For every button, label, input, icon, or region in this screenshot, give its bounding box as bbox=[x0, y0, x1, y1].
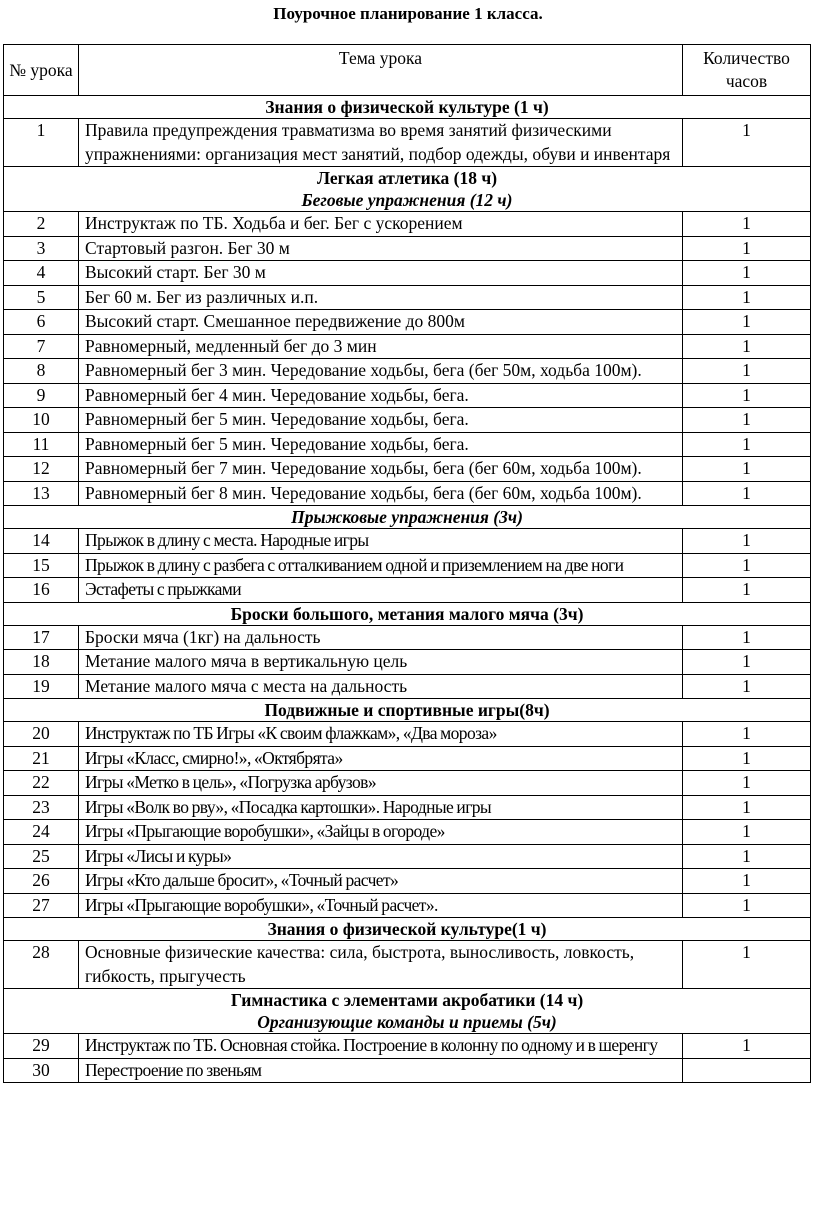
lesson-hours bbox=[683, 1058, 811, 1083]
lesson-topic: Бег 60 м. Бег из различных и.п. bbox=[79, 285, 683, 310]
table-row bbox=[4, 722, 811, 747]
lesson-topic: Игры «Класс, смирно!», «Октябрята» bbox=[79, 746, 683, 771]
section-heading bbox=[4, 96, 811, 119]
table-row bbox=[4, 650, 811, 675]
lesson-hours: 1 bbox=[683, 746, 811, 771]
lesson-number: 27 bbox=[4, 893, 79, 918]
table-row bbox=[4, 334, 811, 359]
table-row bbox=[4, 941, 811, 989]
lesson-number: 14 bbox=[4, 529, 79, 554]
section-row bbox=[4, 918, 811, 941]
lesson-topic: Игры «Прыгающие воробушки», «Зайцы в огороде» bbox=[79, 820, 683, 845]
section-heading bbox=[4, 602, 811, 625]
lesson-number: 10 bbox=[4, 408, 79, 433]
section-title: Гимнастика с элементами акробатики (14 ч) bbox=[230, 990, 584, 1010]
lesson-topic: Высокий старт. Смешанное передвижение до 800м bbox=[79, 310, 683, 335]
lesson-number: 30 bbox=[4, 1058, 79, 1083]
header-num: № урока bbox=[4, 45, 79, 96]
lesson-hours: 1 bbox=[683, 236, 811, 261]
lesson-topic: Стартовый разгон. Бег 30 м bbox=[79, 236, 683, 261]
lesson-topic: Прыжок в длину с места. Народные игры bbox=[79, 529, 683, 554]
lesson-topic: Метание малого мяча в вертикальную цель bbox=[79, 650, 683, 675]
lesson-topic: Броски мяча (1кг) на дальность bbox=[79, 625, 683, 650]
lesson-number: 16 bbox=[4, 578, 79, 603]
table-row bbox=[4, 285, 811, 310]
section-title: Легкая атлетика (18 ч) bbox=[316, 168, 498, 188]
lesson-hours: 1 bbox=[683, 650, 811, 675]
section-row bbox=[4, 96, 811, 119]
lesson-number: 2 bbox=[4, 212, 79, 237]
lesson-number: 24 bbox=[4, 820, 79, 845]
lesson-hours: 1 bbox=[683, 481, 811, 506]
lesson-hours: 1 bbox=[683, 795, 811, 820]
section-title: Броски большого, метания малого мяча (3ч) bbox=[230, 603, 584, 624]
lesson-topic: Инструктаж по ТБ. Основная стойка. Построение в колонну по одному и в шеренгу bbox=[79, 1034, 683, 1059]
table-row bbox=[4, 359, 811, 384]
table-row bbox=[4, 310, 811, 335]
lesson-topic: Инструктаж по ТБ. Ходьба и бег. Бег с ускорением bbox=[79, 212, 683, 237]
lesson-hours: 1 bbox=[683, 869, 811, 894]
lesson-number: 11 bbox=[4, 432, 79, 457]
lesson-plan-table bbox=[3, 44, 811, 1083]
lesson-topic: Высокий старт. Бег 30 м bbox=[79, 261, 683, 286]
table-row bbox=[4, 553, 811, 578]
table-row bbox=[4, 119, 811, 167]
header-topic: Тема урока bbox=[79, 45, 683, 96]
lesson-hours: 1 bbox=[683, 529, 811, 554]
lesson-topic: Игры «Лисы и куры» bbox=[79, 844, 683, 869]
lesson-hours: 1 bbox=[683, 1034, 811, 1059]
lesson-hours: 1 bbox=[683, 383, 811, 408]
section-subtitle: Прыжковые упражнения (3ч) bbox=[291, 507, 523, 527]
lesson-number: 18 bbox=[4, 650, 79, 675]
lesson-hours: 1 bbox=[683, 119, 811, 167]
lesson-number: 3 bbox=[4, 236, 79, 261]
section-subtitle: Беговые упражнения (12 ч) bbox=[301, 190, 513, 210]
section-title: Знания о физической культуре (1 ч) bbox=[265, 97, 549, 117]
lesson-topic: Игры «Волк во рву», «Посадка картошки». Народные игры bbox=[79, 795, 683, 820]
lesson-number: 23 bbox=[4, 795, 79, 820]
lesson-number: 19 bbox=[4, 674, 79, 699]
section-row bbox=[4, 699, 811, 722]
lesson-number: 22 bbox=[4, 771, 79, 796]
lesson-topic: Инструктаж по ТБ Игры «К своим флажкам», «Два мороза» bbox=[79, 722, 683, 747]
lesson-hours: 1 bbox=[683, 334, 811, 359]
section-heading bbox=[4, 989, 811, 1034]
header-hours: Количество часов bbox=[683, 45, 811, 96]
table-row bbox=[4, 432, 811, 457]
lesson-number: 29 bbox=[4, 1034, 79, 1059]
lesson-topic: Равномерный бег 5 мин. Чередование ходьбы, бега. bbox=[79, 408, 683, 433]
lesson-topic: Равномерный бег 5 мин. Чередование ходьбы, бега. bbox=[79, 432, 683, 457]
table-row bbox=[4, 795, 811, 820]
table-body bbox=[4, 96, 811, 1083]
section-heading bbox=[4, 506, 811, 529]
lesson-hours: 1 bbox=[683, 941, 811, 989]
lesson-hours: 1 bbox=[683, 625, 811, 650]
lesson-topic: Равномерный бег 4 мин. Чередование ходьбы, бега. bbox=[79, 383, 683, 408]
lesson-number: 5 bbox=[4, 285, 79, 310]
table-row bbox=[4, 1034, 811, 1059]
table-row bbox=[4, 578, 811, 603]
table-row bbox=[4, 261, 811, 286]
lesson-hours: 1 bbox=[683, 674, 811, 699]
table-header-row bbox=[4, 45, 811, 96]
lesson-number: 6 bbox=[4, 310, 79, 335]
table-row bbox=[4, 820, 811, 845]
lesson-hours: 1 bbox=[683, 261, 811, 286]
lesson-hours: 1 bbox=[683, 820, 811, 845]
section-heading bbox=[4, 699, 811, 722]
lesson-hours: 1 bbox=[683, 408, 811, 433]
lesson-hours: 1 bbox=[683, 285, 811, 310]
lesson-number: 9 bbox=[4, 383, 79, 408]
section-heading bbox=[4, 167, 811, 212]
lesson-number: 15 bbox=[4, 553, 79, 578]
lesson-topic: Перестроение по звеньям bbox=[79, 1058, 683, 1083]
lesson-topic: Правила предупреждения травматизма во время занятий физическими упражнениями: организация мест занятий, подбор одежды, обуви и инвентаря bbox=[79, 119, 683, 167]
lesson-number: 7 bbox=[4, 334, 79, 359]
lesson-hours: 1 bbox=[683, 310, 811, 335]
page-title: Поурочное планирование 1 класса. bbox=[273, 4, 543, 23]
table-row bbox=[4, 674, 811, 699]
lesson-topic: Равномерный бег 7 мин. Чередование ходьбы, бега (бег 60м, ходьба 100м). bbox=[79, 457, 683, 482]
table-row bbox=[4, 893, 811, 918]
lesson-topic: Метание малого мяча с места на дальность bbox=[79, 674, 683, 699]
table-row bbox=[4, 481, 811, 506]
lesson-hours: 1 bbox=[683, 432, 811, 457]
section-title: Знания о физической культуре(1 ч) bbox=[267, 919, 547, 939]
lesson-number: 12 bbox=[4, 457, 79, 482]
section-row bbox=[4, 602, 811, 625]
lesson-hours: 1 bbox=[683, 553, 811, 578]
lesson-hours: 1 bbox=[683, 359, 811, 384]
lesson-hours: 1 bbox=[683, 893, 811, 918]
lesson-hours: 1 bbox=[683, 844, 811, 869]
lesson-hours: 1 bbox=[683, 212, 811, 237]
lesson-hours: 1 bbox=[683, 457, 811, 482]
table-row bbox=[4, 1058, 811, 1083]
lesson-topic: Равномерный, медленный бег до 3 мин bbox=[79, 334, 683, 359]
table-row bbox=[4, 457, 811, 482]
lesson-number: 8 bbox=[4, 359, 79, 384]
lesson-topic: Игры «Кто дальше бросит», «Точный расчет» bbox=[79, 869, 683, 894]
lesson-number: 4 bbox=[4, 261, 79, 286]
table-row bbox=[4, 383, 811, 408]
table-row bbox=[4, 869, 811, 894]
lesson-topic: Равномерный бег 8 мин. Чередование ходьбы, бега (бег 60м, ходьба 100м). bbox=[79, 481, 683, 506]
lesson-topic: Основные физические качества: сила, быстрота, выносливость, ловкость, гибкость, прыгучесть bbox=[79, 941, 683, 989]
lesson-topic: Игры «Прыгающие воробушки», «Точный расчет». bbox=[79, 893, 683, 918]
lesson-number: 13 bbox=[4, 481, 79, 506]
section-title: Подвижные и спортивные игры(8ч) bbox=[264, 700, 550, 720]
section-subtitle: Организующие команды и приемы (5ч) bbox=[257, 1012, 557, 1032]
section-heading bbox=[4, 918, 811, 941]
table-row bbox=[4, 844, 811, 869]
table-row bbox=[4, 746, 811, 771]
lesson-number: 1 bbox=[4, 119, 79, 167]
section-row bbox=[4, 506, 811, 529]
lesson-number: 25 bbox=[4, 844, 79, 869]
lesson-number: 20 bbox=[4, 722, 79, 747]
lesson-topic: Эстафеты с прыжками bbox=[79, 578, 683, 603]
lesson-topic: Игры «Метко в цель», «Погрузка арбузов» bbox=[79, 771, 683, 796]
table-row bbox=[4, 529, 811, 554]
table-row bbox=[4, 212, 811, 237]
lesson-number: 28 bbox=[4, 941, 79, 989]
lesson-number: 17 bbox=[4, 625, 79, 650]
lesson-hours: 1 bbox=[683, 722, 811, 747]
lesson-hours: 1 bbox=[683, 578, 811, 603]
table-row bbox=[4, 408, 811, 433]
lesson-number: 26 bbox=[4, 869, 79, 894]
table-row bbox=[4, 625, 811, 650]
section-row bbox=[4, 167, 811, 212]
lesson-topic: Прыжок в длину с разбега с отталкиванием одной и приземлением на две ноги bbox=[79, 553, 683, 578]
table-row bbox=[4, 771, 811, 796]
section-row bbox=[4, 989, 811, 1034]
lesson-hours: 1 bbox=[683, 771, 811, 796]
lesson-number: 21 bbox=[4, 746, 79, 771]
lesson-topic: Равномерный бег 3 мин. Чередование ходьбы, бега (бег 50м, ходьба 100м). bbox=[79, 359, 683, 384]
table-row bbox=[4, 236, 811, 261]
